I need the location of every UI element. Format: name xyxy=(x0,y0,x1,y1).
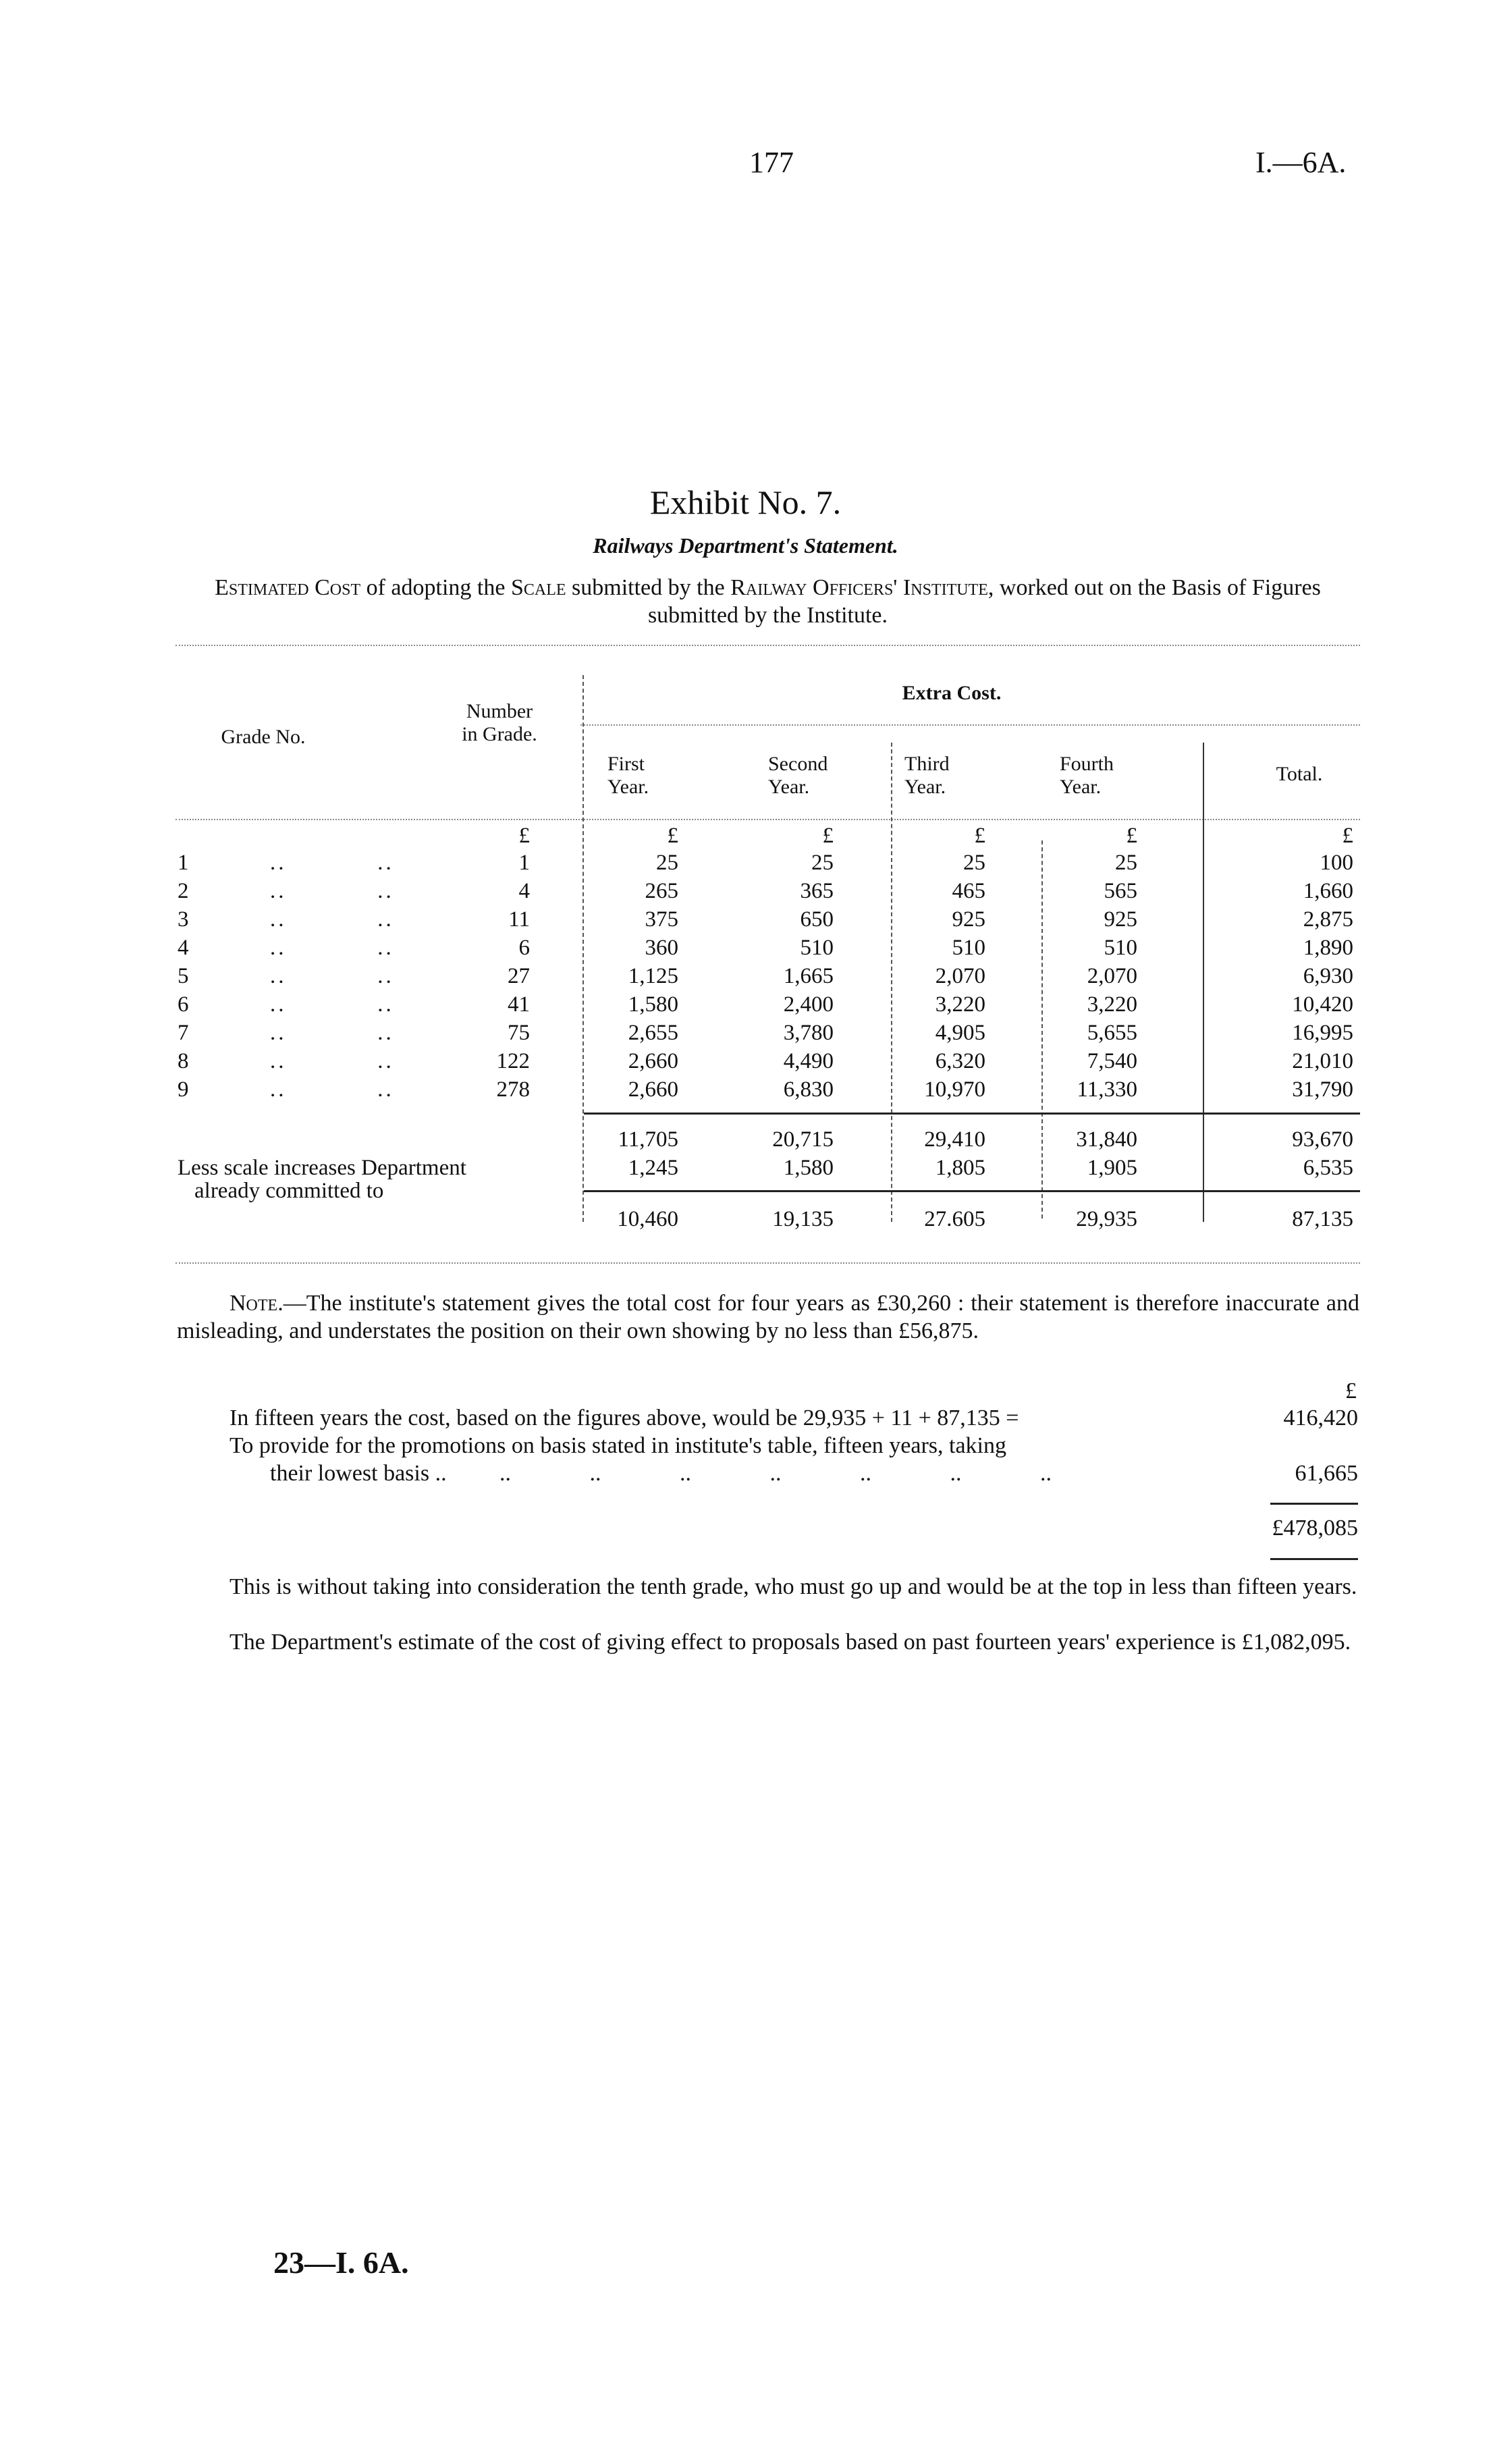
header-divider xyxy=(580,724,1360,726)
row-third-value: 25 xyxy=(963,851,985,875)
less-label-line1: Less scale increases Department xyxy=(178,1156,466,1180)
net-rule xyxy=(584,1190,1360,1192)
calc-line1-text: In fifteen years the cost, based on the figures above, would be 29,935 + 11 + 87,135 = xyxy=(229,1405,1019,1430)
calc-line3-dots: .. .. .. .. .. .. .. xyxy=(499,1461,1052,1486)
grand-total-rule-bottom xyxy=(1270,1558,1358,1560)
row-third-value: 510 xyxy=(952,936,985,960)
calc-line1-value: 416,420 xyxy=(1283,1405,1358,1430)
subtotal-rule xyxy=(584,1113,1360,1115)
calc-unit: £ xyxy=(1345,1378,1357,1403)
row-number-in-grade: 1 xyxy=(518,851,530,875)
row-second-value: 6,830 xyxy=(783,1077,834,1102)
row-number-in-grade: 6 xyxy=(518,936,530,960)
row-leader-dots: .. .. xyxy=(270,907,394,932)
row-total-value: 31,790 xyxy=(1292,1077,1353,1102)
subtotal-fourth: 31,840 xyxy=(1076,1127,1137,1152)
row-grade: 3 xyxy=(178,907,189,932)
net-fourth: 29,935 xyxy=(1076,1207,1137,1231)
row-total-value: 10,420 xyxy=(1292,992,1353,1017)
row-grade: 9 xyxy=(178,1077,189,1102)
row-leader-dots: .. .. xyxy=(270,1021,394,1045)
row-fourth-value: 11,330 xyxy=(1077,1077,1137,1102)
document-reference: I.—6A. xyxy=(1255,146,1347,179)
row-number-in-grade: 27 xyxy=(508,964,530,988)
unit-first: £ xyxy=(667,824,678,848)
row-third-value: 6,320 xyxy=(935,1049,985,1073)
row-leader-dots: .. .. xyxy=(270,1049,394,1073)
row-leader-dots: .. .. xyxy=(270,1077,394,1102)
row-third-value: 3,220 xyxy=(935,992,985,1017)
row-grade: 2 xyxy=(178,879,189,903)
description-scale: Scale xyxy=(510,575,566,600)
grand-total: £478,085 xyxy=(1272,1516,1358,1541)
net-total: 87,135 xyxy=(1292,1207,1353,1231)
row-total-value: 2,875 xyxy=(1303,907,1353,932)
row-number-in-grade: 75 xyxy=(508,1021,530,1045)
unit-total: £ xyxy=(1342,824,1353,848)
row-grade: 6 xyxy=(178,992,189,1017)
unit-number: £ xyxy=(518,824,530,848)
row-grade: 1 xyxy=(178,851,189,875)
subtotal-total: 93,670 xyxy=(1292,1127,1353,1152)
row-grade: 5 xyxy=(178,964,189,988)
row-grade: 7 xyxy=(178,1021,189,1045)
row-third-value: 2,070 xyxy=(935,964,985,988)
row-number-in-grade: 278 xyxy=(496,1077,530,1102)
row-leader-dots: .. .. xyxy=(270,851,394,875)
net-first: 10,460 xyxy=(617,1207,678,1231)
description-lead: Estimated Cost xyxy=(215,575,361,600)
row-fourth-value: 5,655 xyxy=(1087,1021,1137,1045)
less-label-line2: already committed to xyxy=(194,1179,384,1203)
row-number-in-grade: 122 xyxy=(496,1049,530,1073)
note-paragraph xyxy=(177,1289,1359,1345)
table-bottom-rule xyxy=(175,1262,1360,1264)
description-text-2: submitted by the xyxy=(566,575,731,600)
row-second-value: 650 xyxy=(800,907,834,932)
row-total-value: 1,660 xyxy=(1303,879,1353,903)
subtotal-second: 20,715 xyxy=(772,1127,834,1152)
row-second-value: 2,400 xyxy=(783,992,834,1017)
row-first-value: 375 xyxy=(645,907,678,932)
row-grade: 8 xyxy=(178,1049,189,1073)
row-grade: 4 xyxy=(178,936,189,960)
header-fourth-year: Fourth Year. xyxy=(1060,753,1114,798)
less-fourth: 1,905 xyxy=(1087,1156,1137,1180)
header-bottom-rule xyxy=(175,819,1360,820)
description-institute: Railway Officers' Institute xyxy=(730,575,988,600)
row-total-value: 1,890 xyxy=(1303,936,1353,960)
row-first-value: 1,125 xyxy=(628,964,678,988)
calc-line3-value: 61,665 xyxy=(1295,1461,1358,1486)
unit-second: £ xyxy=(822,824,834,848)
row-first-value: 25 xyxy=(656,851,678,875)
row-number-in-grade: 41 xyxy=(508,992,530,1017)
row-third-value: 4,905 xyxy=(935,1021,985,1045)
row-first-value: 2,655 xyxy=(628,1021,678,1045)
net-third: 27.605 xyxy=(924,1207,985,1231)
cost-table xyxy=(175,645,1360,1273)
row-second-value: 1,665 xyxy=(783,964,834,988)
calc-line3-text: their lowest basis .. xyxy=(270,1461,447,1486)
row-first-value: 360 xyxy=(645,936,678,960)
subtotal-first: 11,705 xyxy=(618,1127,678,1152)
calc-line2-text: To provide for the promotions on basis stated in institute's table, fifteen years, taking xyxy=(229,1433,1007,1458)
row-second-value: 3,780 xyxy=(783,1021,834,1045)
row-total-value: 100 xyxy=(1320,851,1353,875)
less-first: 1,245 xyxy=(628,1156,678,1180)
row-first-value: 2,660 xyxy=(628,1049,678,1073)
row-second-value: 25 xyxy=(811,851,834,875)
row-leader-dots: .. .. xyxy=(270,992,394,1017)
exhibit-description xyxy=(179,574,1357,629)
row-leader-dots: .. .. xyxy=(270,936,394,960)
exhibit-title: Exhibit No. 7. xyxy=(649,483,842,521)
page-number: 177 xyxy=(749,146,794,179)
header-total: Total. xyxy=(1276,763,1323,785)
row-total-value: 6,930 xyxy=(1303,964,1353,988)
row-leader-dots: .. .. xyxy=(270,879,394,903)
grand-total-rule-top xyxy=(1270,1503,1358,1505)
row-third-value: 465 xyxy=(952,879,985,903)
header-third-year: Third Year. xyxy=(904,753,950,798)
less-third: 1,805 xyxy=(935,1156,985,1180)
less-second: 1,580 xyxy=(783,1156,834,1180)
row-third-value: 10,970 xyxy=(924,1077,985,1102)
header-first-year: First Year. xyxy=(607,753,649,798)
note-lead: Note. xyxy=(229,1291,283,1316)
row-fourth-value: 510 xyxy=(1104,936,1137,960)
row-first-value: 1,580 xyxy=(628,992,678,1017)
header-number-in-grade: Number in Grade. xyxy=(462,700,537,745)
header-second-year: Second Year. xyxy=(768,753,828,798)
row-number-in-grade: 4 xyxy=(518,879,530,903)
subtotal-third: 29,410 xyxy=(924,1127,985,1152)
less-total: 6,535 xyxy=(1303,1156,1353,1180)
note-text: —The institute's statement gives the total cost for four years as £30,260 : their statement is therefore inaccurate and misleading, and understates the position on their own showing by no less than £56,875. xyxy=(177,1291,1359,1343)
table-top-rule xyxy=(175,645,1360,646)
row-fourth-value: 3,220 xyxy=(1087,992,1137,1017)
row-first-value: 265 xyxy=(645,879,678,903)
row-total-value: 16,995 xyxy=(1292,1021,1353,1045)
row-fourth-value: 925 xyxy=(1104,907,1137,932)
row-second-value: 4,490 xyxy=(783,1049,834,1073)
net-second: 19,135 xyxy=(772,1207,834,1231)
row-third-value: 925 xyxy=(952,907,985,932)
header-grade-no: Grade No. xyxy=(221,726,306,748)
tenth-grade-paragraph: This is without taking into consideration the tenth grade, who must go up and would be at the top in less than fifteen years. xyxy=(229,1574,1357,1599)
row-fourth-value: 2,070 xyxy=(1087,964,1137,988)
unit-fourth: £ xyxy=(1126,824,1137,848)
unit-third: £ xyxy=(974,824,985,848)
header-extra-cost: Extra Cost. xyxy=(902,682,1002,704)
department-estimate-paragraph: The Department's estimate of the cost of giving effect to proposals based on past fourteen years' experience is £1,082,095. xyxy=(229,1630,1351,1655)
row-second-value: 510 xyxy=(800,936,834,960)
row-first-value: 2,660 xyxy=(628,1077,678,1102)
row-number-in-grade: 11 xyxy=(508,907,530,932)
description-text-1: of adopting the xyxy=(360,575,511,600)
row-leader-dots: .. .. xyxy=(270,964,394,988)
footer-signature: 23—I. 6A. xyxy=(273,2245,409,2280)
row-second-value: 365 xyxy=(800,879,834,903)
row-fourth-value: 25 xyxy=(1115,851,1137,875)
row-fourth-value: 565 xyxy=(1104,879,1137,903)
exhibit-subtitle: Railways Department's Statement. xyxy=(593,533,898,558)
row-fourth-value: 7,540 xyxy=(1087,1049,1137,1073)
description-text-3: , worked out on the Basis of Figures submitted by the Institute. xyxy=(647,575,1321,628)
row-total-value: 21,010 xyxy=(1292,1049,1353,1073)
